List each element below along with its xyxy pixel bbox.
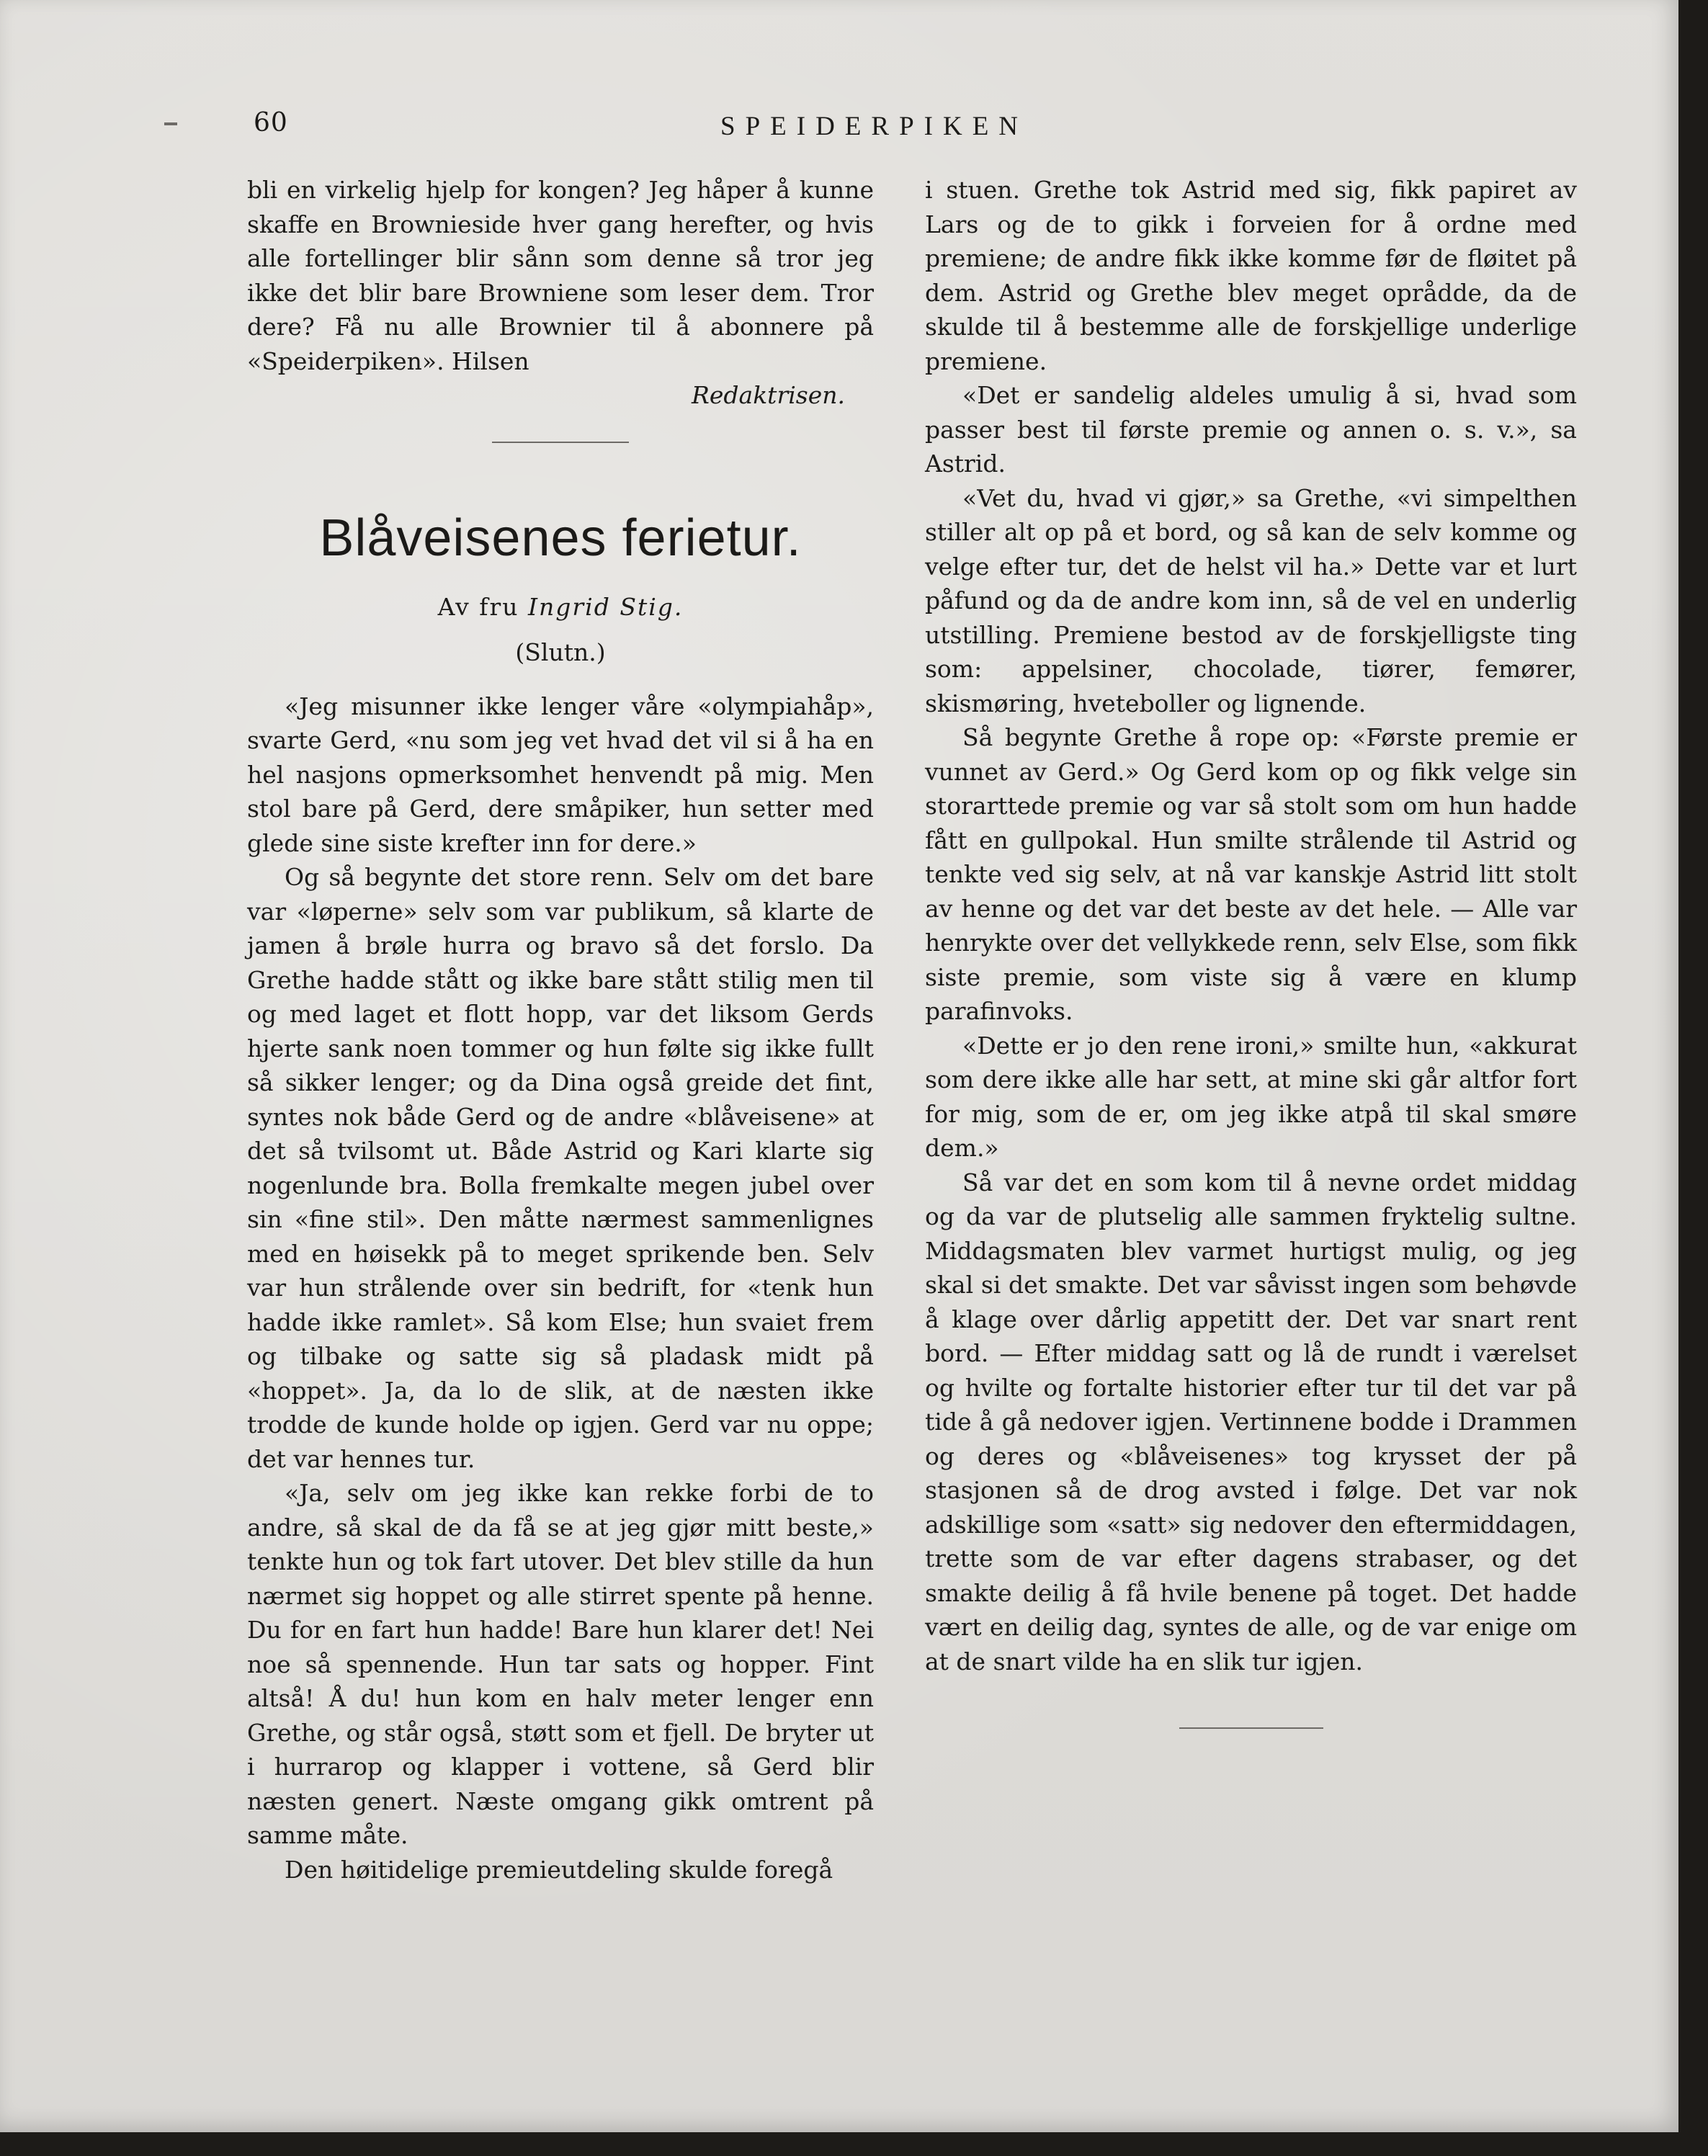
article-paragraph: i stuen. Grethe tok Astrid med sig, fikk papiret av Lars og de to gikk i forveien for å ordne med premiene; de andre fikk ikke komme før de fløitet på dem. Astrid og Grethe blev meget oprådde, da de skulde til å bestemme alle de forskjellige underlige premiene.: [925, 176, 1577, 375]
article-paragraph: Så begynte Grethe å rope op: «Første premie er vunnet av Gerd.» Og Gerd kom op og fikk velge sin storarttede premie og var så stolt som om hun hadde fått en gullpokal. Hun smilte strålende til Astrid og tenkte ved sig selv, at nå var kanskje Astrid litt stolt av henne og det var det beste av det hele. — Alle var henrykte over det vellykkede renn, selv Else, som fikk siste premie, som viste sig å være en klump parafinvoks.: [925, 723, 1577, 1025]
article-paragraph: «Det er sandelig aldeles umulig å si, hvad som passer best til første premie og annen o. s. v.», sa Astrid.: [925, 381, 1577, 478]
article-paragraph: Så var det en som kom til å nevne ordet middag og da var de plutselig alle sammen fryktelig sultne. Middagsmaten blev varmet hurtigst mulig, og jeg skal si det smakte. Det var såvisst ingen som behøvde å klage over dårlig appetitt der. Det var snart rent bord. — Efter middag satt og lå de rundt i værelset og hvilte og fortalte historier efter tur til det var på tide å gå nedover igjen. Vertinnene bodde i Drammen og deres og «blåveisenes» tog krysset der på stasjonen så de drog avsted i følge. Det var nok adskillige som «satt» sig nedover den eftermiddagen, trette som de var efter dagens strabaser, og det smakte deilig å få hvile benene på toget. Det hadde vært en deilig dag, syntes de alle, og de var enige om at de snart vilde ha en slik tur igjen.: [925, 1168, 1577, 1676]
right-column: [925, 173, 1577, 1729]
section-divider: [492, 442, 629, 443]
article-paragraph: «Vet du, hvad vi gjør,» sa Grethe, «vi simpelthen stiller alt op på et bord, og så kan de selv komme og velge efter tur, det de helst vil ha.» Dette var et lurt påfund og da de andre kom inn, så de vel en underlig utstilling. Premiene bestod av de forskjelligste ting som: appelsiner, chocolade, tiører, femører, skismøring, hveteboller og lignende.: [925, 483, 1577, 717]
article-paragraph: Og så begynte det store renn. Selv om det bare var «løperne» selv som var publikum, så klarte de jamen å brøle hurra og bravo så det forslo. Da Grethe hadde stått og ikke bare stått stilig men til og med laget et flott hopp, var det liksom Gerds hjerte sank noen tommer og hun følte sig ikke fullt så sikker lenger; og da Dina også greide det fint, syntes nok både Gerd og de andre «blåveisene» at det så tvilsomt ut. Både Astrid og Kari klarte sig nogenlunde bra. Bolla fremkalte megen jubel over sin «fine stil». Den måtte nærmest sammenlignes med en høisekk på to meget sprikende ben. Selv var hun strålende over sin bedrift, for «tenk hun hadde ikke ramlet». Så kom Else; hun svaiet frem og tilbake og satte sig så pladask midt på «hoppet». Ja, da lo de slik, at de næsten ikke trodde de kunde holde op igjen. Gerd var nu oppe; det var hennes tur.: [247, 863, 874, 1473]
running-head: SPEIDERPIKEN: [720, 112, 1029, 141]
article-paragraph: Den høitidelige premieutdeling skulde foregå: [285, 1855, 833, 1884]
editor-signature: Redaktrisen.: [692, 381, 845, 409]
end-divider: [1179, 1727, 1323, 1729]
byline-author: Ingrid Stig.: [527, 592, 684, 621]
intro-paragraph: bli en virkelig hjelp for kongen? Jeg håper å kunne skaffe en Brownieside hver gang herefter, og hvis alle fortellinger blir sånn som denne så tror jeg ikke det blir bare Browniene som leser dem. Tror dere? Få nu alle Brownier til å abonnere på «Speiderpiken». Hilsen: [247, 176, 874, 375]
left-column: [247, 173, 874, 1887]
article-title: Blåveisenes ferietur.: [319, 509, 802, 567]
byline-prefix: Av fru: [437, 592, 519, 621]
margin-mark: [164, 122, 177, 125]
article-paragraph: «Ja, selv om jeg ikke kan rekke forbi de to andre, så skal de da få se at jeg gjør mitt beste,» tenkte hun og tok fart utover. Det blev stille da hun nærmet sig hoppet og alle stirret spente på henne. Du for en fart hun hadde! Bare hun klarer det! Nei noe så spennende. Hun tar sats og hopper. Fint altså! Å du! hun kom en halv meter lenger enn Grethe, og står også, støtt som et fjell. De bryter ut i hurrarop og klapper i vottene, så Gerd blir næsten genert. Næste omgang gikk omtrent på samme måte.: [247, 1479, 874, 1849]
continuation-note: (Slutn.): [515, 638, 606, 666]
article-paragraph: «Jeg misunner ikke lenger våre «olympiahåp», svarte Gerd, «nu som jeg vet hvad det vil si å ha en hel nasjons opmerksomhet henvendt på mig. Men stol bare på Gerd, dere småpiker, hun setter med glede sine siste krefter inn for dere.»: [247, 692, 874, 857]
page-number: 60: [254, 108, 288, 138]
byline: [247, 593, 874, 621]
article-paragraph: «Dette er jo den rene ironi,» smilte hun, «akkurat som dere ikke alle har sett, at mine ski går altfor fort for mig, som de er, om jeg ikke atpå til skal smøre dem.»: [925, 1031, 1577, 1162]
